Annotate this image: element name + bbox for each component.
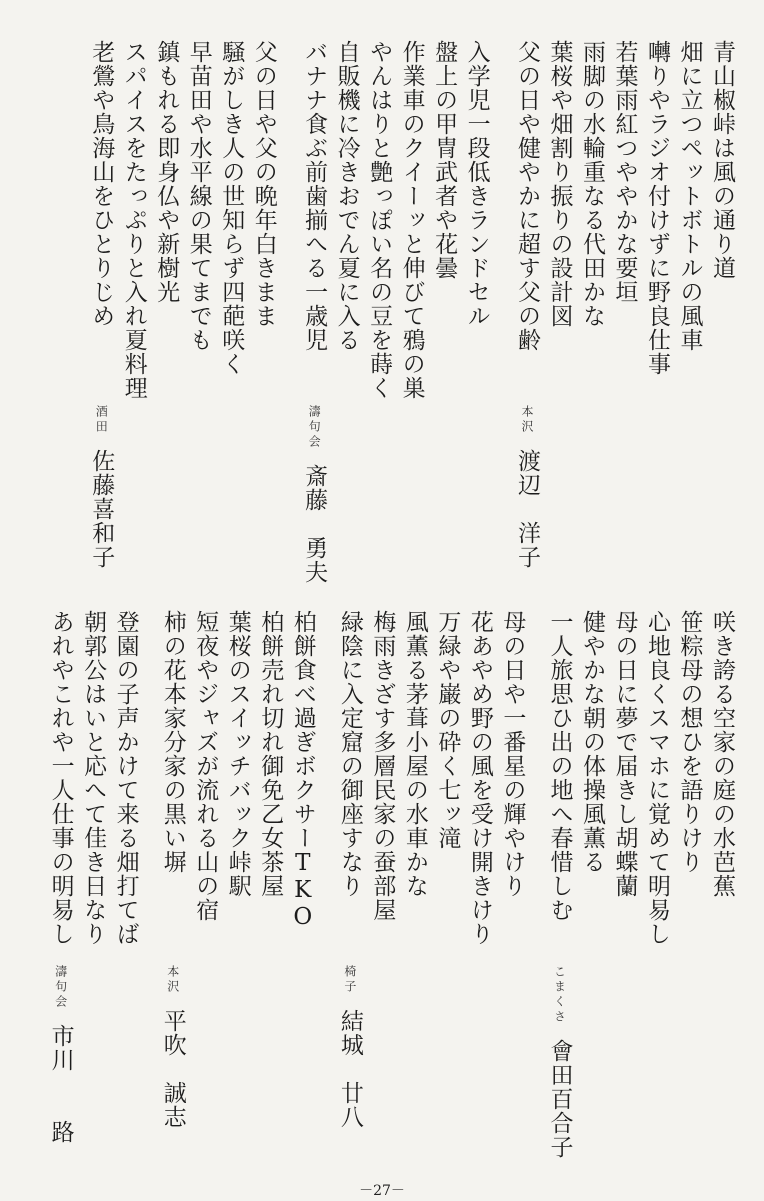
author-name: 佐藤喜和子 <box>88 449 115 569</box>
author-affiliation: 椅子 <box>342 965 357 995</box>
haiku-line: 騒がしき人の世知らず四葩咲く <box>218 40 245 376</box>
haiku-line: 葉桜のスイッチバック峠駅 <box>224 610 251 898</box>
author-name: 結城 廿八 <box>336 1009 363 1129</box>
haiku-line: 万緑や巌の砕く七ッ滝 <box>434 610 461 850</box>
haiku-line: 早苗田や水平線の果てまでも <box>185 40 212 352</box>
author-name: 市川 路 <box>47 1024 74 1144</box>
haiku-line: 柏餅食べ過ぎボクサーTKO <box>289 610 316 931</box>
author-block <box>45 965 77 1144</box>
author-name: 平吹 誠志 <box>159 1009 186 1129</box>
author-block <box>298 405 330 584</box>
haiku-line: 自販機に冷きおでん夏に入る <box>333 40 360 352</box>
author-affiliation: 本沢 <box>520 405 534 435</box>
author-affiliation: 濤句会 <box>307 405 322 450</box>
haiku-line: 梅雨きざす多層民家の蚕部屋 <box>369 610 396 922</box>
haiku-line: 葉桜や畑割り振りの設計図 <box>546 40 573 328</box>
haiku-line: 父の日や父の晩年白きまま <box>250 40 277 328</box>
author-name: 渡辺 洋子 <box>514 449 540 569</box>
haiku-line: 柏餅売れ切れ御免乙女茶屋 <box>257 610 284 898</box>
haiku-line: 母の日に夢で届きし胡蝶蘭 <box>611 610 638 898</box>
author-name: 斎藤 勇夫 <box>301 464 328 584</box>
author-affiliation: 酒田 <box>94 405 109 435</box>
page-number: －27－ <box>359 1183 405 1199</box>
haiku-line: 緑陰に入定窟の御座すなり <box>336 610 363 898</box>
haiku-line: 鎮もれる即身仏や新樹光 <box>153 40 180 304</box>
author-name: 會田百合子 <box>546 1039 573 1159</box>
haiku-line: 青山椒峠は風の通り道 <box>709 40 735 280</box>
haiku-line: 笹粽母の想ひを語りけり <box>676 610 703 874</box>
author-block <box>511 405 543 569</box>
haiku-line: やんはりと艶っぽい名の豆を蒔く <box>366 40 393 400</box>
haiku-line: 雨脚の水輪重なる代田かな <box>579 40 605 328</box>
haiku-line: 心地良くスマホに覚めて明易し <box>644 610 670 946</box>
haiku-line: 健やかな朝の体操風薫る <box>579 610 605 874</box>
haiku-line: 花あやめ野の風を受け開きけり <box>466 610 493 946</box>
haiku-line: スパイスをたっぷりと入れ夏料理 <box>120 40 147 400</box>
author-affiliation: 濤句会 <box>53 965 68 1010</box>
haiku-line: 畑に立つペットボトルの風車 <box>676 40 703 352</box>
haiku-line: 一人旅思ひ出の地へ春惜しむ <box>546 610 573 922</box>
haiku-line: 囀りやラジオ付けずに野良仕事 <box>644 40 670 376</box>
haiku-line: 老鶯や鳥海山をひとりじめ <box>88 40 115 328</box>
haiku-line: 咲き誇る空家の庭の水芭蕉 <box>709 610 735 898</box>
haiku-line: バナナ食ぶ前歯揃へる一歳児 <box>301 40 328 352</box>
author-affiliation: こまくさ <box>552 965 567 1025</box>
haiku-line: 作業車のクイーッと伸びて鴉の巣 <box>398 40 425 400</box>
haiku-line: 登園の子声かけて来る畑打てば <box>112 610 139 946</box>
author-block <box>334 965 366 1129</box>
haiku-line: 母の日や一番星の輝やけり <box>499 610 526 898</box>
author-block <box>85 405 117 569</box>
author-block <box>157 965 189 1129</box>
haiku-line: 短夜やジャズが流れる山の宿 <box>192 610 219 922</box>
haiku-line: 朝郭公はいと応へて佳き日なり <box>80 610 107 946</box>
haiku-line: 入学児一段低きランドセル <box>463 40 490 328</box>
author-block <box>544 965 576 1159</box>
author-affiliation: 本沢 <box>165 965 180 995</box>
haiku-line: あれやこれや一人仕事の明易し <box>47 610 74 946</box>
haiku-line: 父の日や健やかに超す父の齢 <box>514 40 540 352</box>
haiku-line: 風薫る茅葺小屋の水車かな <box>401 610 428 898</box>
haiku-line: 柿の花本家分家の黒い塀 <box>159 610 186 874</box>
haiku-line: 盤上の甲冑武者や花曇 <box>431 40 458 280</box>
haiku-line: 若葉雨紅つややかな要垣 <box>611 40 638 304</box>
